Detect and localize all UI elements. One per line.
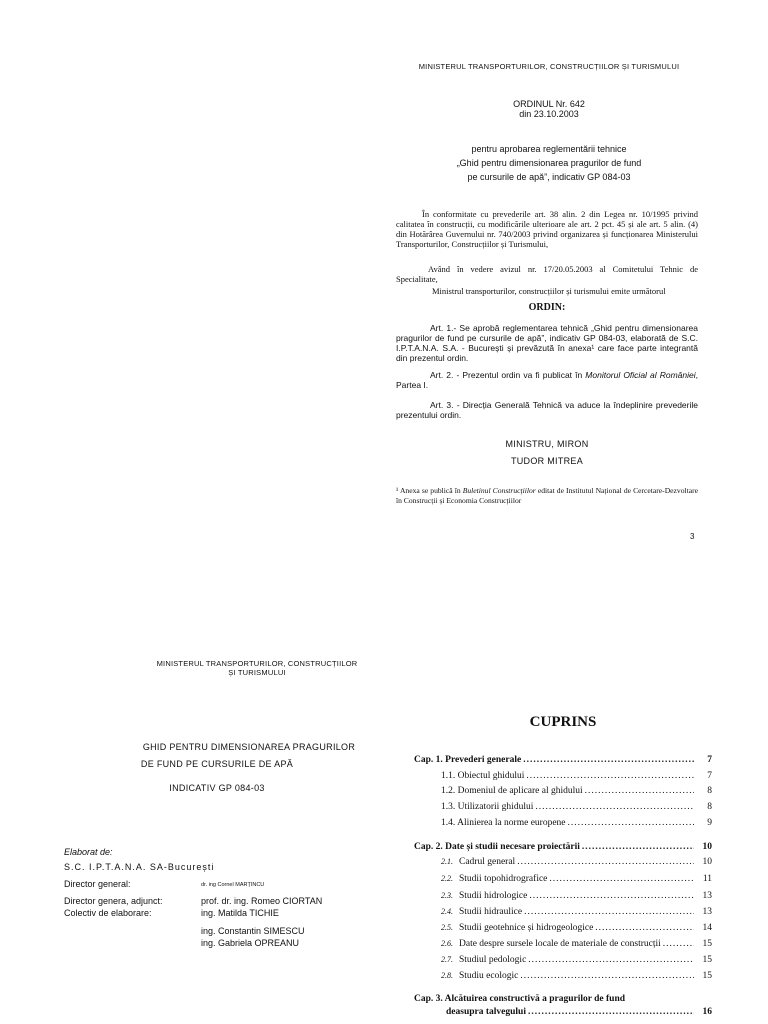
guide-indicativ: INDICATIV GP 084-03 (169, 783, 265, 793)
preamble-paragraph: În conformitate cu prevederile art. 38 alin. 2 din Legea nr. 10/1995 privind calitatea în construcții, cu modificările ulterioare ale art. 2 pct. 45 și ale art. 5 alin. (4) din Hotărârea Guvernului nr. 740/2003 privind organizarea și funcționarea Ministerului Transporturilor, Construcțiilor și Turismului, (396, 209, 698, 249)
toc-entry-label: Cap. 1. Prevederi generale (414, 755, 522, 765)
toc-leader-dots (663, 939, 694, 949)
toc-leader-dots (535, 802, 694, 812)
toc-entry[interactable] (441, 971, 712, 983)
toc-entry-page: 15 (702, 971, 712, 981)
toc-entry-label: Studii geotehnice și hidrogeologice (459, 923, 594, 933)
toc-leader-dots (526, 771, 694, 781)
toc-entry-page: 8 (707, 802, 712, 812)
credit-name: ing. Matilda TICHIE (201, 908, 279, 918)
toc-entry-label: Studii hidrologice (459, 891, 528, 901)
toc-entry-number: 2.2. (441, 874, 453, 883)
toc-entry-page: 13 (702, 907, 712, 917)
toc-entry[interactable] (441, 818, 712, 830)
toc-entry-label: 1.1. Obiectul ghidului (441, 771, 525, 781)
purpose-line: pe cursurile de apă”, indicativ GP 084-03 (467, 172, 631, 182)
guide-title-line2: DE FUND PE CURSURILE DE APĂ (140, 759, 294, 769)
toc-entry-page: 11 (702, 874, 712, 884)
toc-entry[interactable] (441, 802, 712, 814)
minister-title: MINISTRU, MIRON (505, 439, 589, 449)
credit-name: dr. ing Cornel MARȚINCU (201, 882, 265, 888)
article-2-end: , Partea I. (396, 370, 698, 390)
toc-entry[interactable] (441, 857, 712, 869)
credit-name: ing. Gabriela OPREANU (201, 938, 300, 948)
toc-entry-page: 13 (702, 891, 712, 901)
toc-entry[interactable] (441, 955, 712, 967)
toc-entry-number: 2.6. (441, 939, 453, 948)
toc-entry-page: 9 (707, 818, 712, 828)
article-1: Art. 1.- Se aprobă reglementarea tehnică „Ghid pentru dimensionarea pragurilor de fund pe cursurile de apă”, indicativ GP 084-03, elaborată de S.C. I.P.T.A.N.A. S.A. - București și prevăzută în anexa¹ care face parte integrantă din prezentul ordin. (396, 323, 698, 363)
toc-entry-number: 2.4. (441, 907, 453, 916)
toc-leader-dots (549, 874, 694, 884)
footnote-text-end: editat de Institutul Național de Cercetare-Dezvoltare în Construcții și Economia Construcțiilor (396, 486, 698, 505)
footnote (396, 486, 698, 505)
elaborat-label: Elaborat de: (64, 847, 113, 857)
toc-entry-label: Studiul pedologic (459, 955, 527, 965)
credit-name: ing. Constantin SIMESCU (201, 926, 305, 936)
toc-entry-label: 1.3. Utilizatorii ghidului (441, 802, 534, 812)
ministry-header-line2: ȘI TURISMULUI (228, 668, 286, 677)
toc-entry[interactable] (441, 786, 712, 798)
toc-leader-dots (585, 786, 694, 796)
toc-entry-label: Studii topohidrografice (459, 874, 548, 884)
page-number: 3 (690, 532, 695, 541)
credit-role: Colectiv de elaborare: (64, 908, 152, 918)
footnote-publication: Buletinul Construcțiilor (462, 486, 536, 495)
toc-leader-dots (528, 955, 694, 965)
toc-entry-page: 10 (702, 857, 712, 867)
credit-role: Director genera, adjunct: (64, 896, 163, 906)
toc-entry-label: 1.4. Alinierea la norme europene (441, 818, 566, 828)
ministry-header-line1: MINISTERUL TRANSPORTURILOR, CONSTRUCȚIILOR (156, 659, 358, 668)
company-name: S.C. I.P.T.A.N.A. SA-București (64, 862, 215, 872)
toc-leader-dots (529, 891, 694, 901)
toc-entry-chapter[interactable] (414, 842, 712, 854)
order-number: ORDINUL Nr. 642 (513, 99, 585, 109)
guide-title-line1: GHID PENTRU DIMENSIONAREA PRAGURILOR (142, 742, 356, 752)
order-date: din 23.10.2003 (519, 109, 579, 119)
toc-leader-dots (520, 971, 694, 981)
toc-entry-label: Cadrul general (459, 857, 516, 867)
toc-entry-number: 2.8. (441, 971, 453, 980)
credit-role: Director general: (64, 879, 131, 889)
toc-entry-chapter-label[interactable]: Cap. 3. Alcătuirea constructivă a pragurilor de fund (414, 994, 626, 1004)
preamble-paragraph: Ministrul transporturilor, construcțiilor și turismului emite următorul (432, 286, 666, 296)
toc-entry-number: 2.7. (441, 955, 453, 964)
article-2 (396, 370, 698, 390)
purpose-line: pentru aprobarea reglementării tehnice (471, 144, 627, 154)
ministry-header: MINISTERUL TRANSPORTURILOR, CONSTRUCȚIILOR ȘI TURISMULUI (418, 62, 680, 71)
toc-entry-number: 2.5. (441, 923, 453, 932)
toc-leader-dots (524, 907, 694, 917)
toc-entry[interactable] (441, 923, 712, 935)
toc-entry-page: 16 (702, 1007, 712, 1017)
toc-entry-label: Studii hidraulice (459, 907, 523, 917)
toc-leader-dots (595, 923, 694, 933)
purpose-line: „Ghid pentru dimensionarea pragurilor de fund (456, 158, 642, 168)
toc-entry-label: 1.2. Domeniul de aplicare al ghidului (441, 786, 583, 796)
toc-entry-label: deasupra talvegului (446, 1007, 526, 1017)
toc-entry-page: 15 (702, 939, 712, 949)
toc-leader-dots (568, 818, 694, 828)
monitor-oficial: Monitorul Oficial al României (585, 370, 696, 380)
toc-entry-label: Studiu ecologic (459, 971, 519, 981)
toc-entry-page: 14 (702, 923, 712, 933)
toc-entry-label: Date despre sursele locale de materiale de construcții (459, 939, 661, 949)
toc-entry-chapter[interactable] (414, 755, 712, 767)
toc-leader-dots (528, 1007, 694, 1017)
footnote-text: ¹ Anexa se publică în (396, 486, 463, 495)
toc-leader-dots (517, 857, 694, 867)
article-3: Art. 3. - Direcția Generală Tehnică va aduce la îndeplinire prevederile prezentului ordin. (396, 400, 698, 420)
toc-entry-label: Cap. 2. Date și studii necesare proiectării (414, 842, 580, 852)
toc-leader-dots (582, 842, 694, 852)
toc-entry[interactable] (441, 907, 712, 919)
toc-entry[interactable] (441, 771, 712, 783)
toc-entry-number: 2.1. (441, 857, 453, 866)
toc-entry-page: 10 (702, 842, 712, 852)
toc-title: CUPRINS (529, 714, 597, 730)
minister-name: TUDOR MITREA (510, 456, 584, 466)
toc-entry[interactable] (441, 874, 712, 886)
preamble-paragraph: Având în vedere avizul nr. 17/20.05.2003 al Comitetului Tehnic de Specialitate, (396, 264, 698, 284)
toc-entry-page: 8 (707, 786, 712, 796)
toc-entry-chapter[interactable] (446, 1007, 712, 1019)
toc-entry-page: 7 (707, 755, 712, 765)
article-2-text: Art. 2. - Prezentul ordin va fi publicat în (430, 370, 586, 380)
credit-name: prof. dr. ing. Romeo CIORTAN (201, 896, 323, 906)
ordin-heading: ORDIN: (528, 302, 566, 313)
toc-entry[interactable] (441, 891, 712, 903)
toc-leader-dots (523, 755, 694, 765)
toc-entry-number: 2.3. (441, 891, 453, 900)
toc-entry[interactable] (441, 939, 712, 951)
toc-entry-page: 7 (707, 771, 712, 781)
toc-entry-page: 15 (702, 955, 712, 965)
